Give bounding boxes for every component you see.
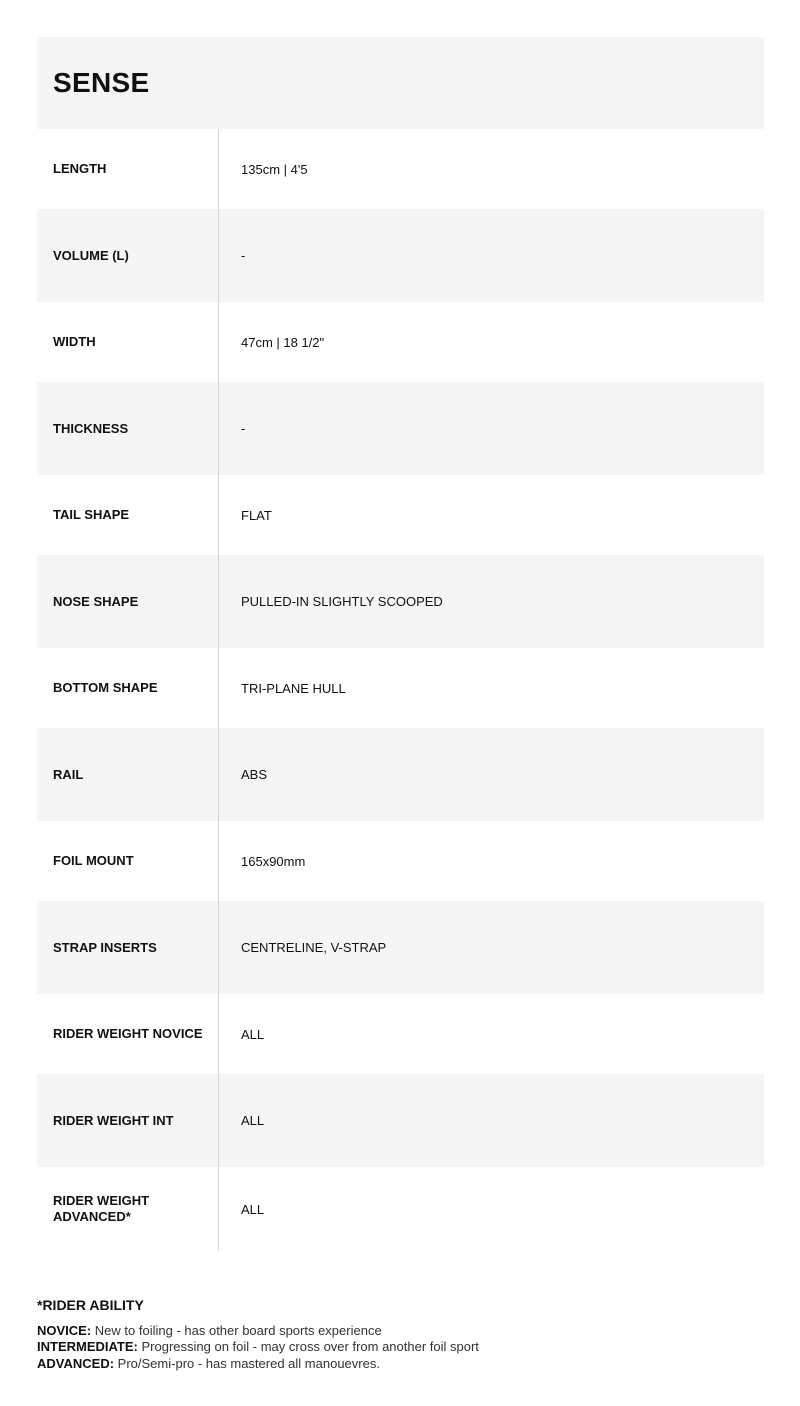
ability-term: NOVICE: (37, 1322, 92, 1338)
spec-label: RIDER WEIGHT INT (53, 1112, 174, 1128)
spec-label: STRAP INSERTS (53, 939, 157, 955)
spec-value: PULLED-IN SLIGHTLY SCOOPED (241, 594, 443, 609)
spec-label: BOTTOM SHAPE (53, 680, 158, 695)
spec-value: 47cm | 18 1/2" (241, 334, 325, 350)
ability-term: ADVANCED: (37, 1355, 115, 1371)
spec-value: ALL (241, 1026, 265, 1042)
spec-value: ALL (241, 1201, 265, 1217)
spec-table (37, 37, 764, 1251)
spec-label: FOIL MOUNT (53, 853, 134, 868)
rider-ability-note (37, 1297, 479, 1372)
spec-value: - (241, 248, 246, 263)
spec-value: ABS (241, 767, 268, 782)
spec-value: FLAT (241, 507, 272, 523)
spec-row (37, 901, 764, 994)
footnote-title: *RIDER ABILITY (37, 1297, 144, 1313)
spec-row (37, 475, 764, 555)
spec-value: 135cm | 4'5 (241, 161, 308, 177)
spec-rows (37, 129, 764, 1251)
spec-value: - (241, 421, 246, 436)
spec-row (37, 382, 764, 475)
spec-value: 165x90mm (241, 853, 306, 869)
spec-label: RIDER WEIGHT ADVANCED* (53, 1193, 150, 1224)
spec-label: LENGTH (53, 161, 107, 176)
ability-term: INTERMEDIATE: (37, 1339, 138, 1354)
spec-row (37, 1167, 764, 1251)
spec-row (37, 209, 764, 302)
spec-label: THICKNESS (53, 420, 129, 436)
spec-value: TRI-PLANE HULL (241, 680, 346, 696)
spec-value: ALL (241, 1113, 265, 1128)
spec-label: NOSE SHAPE (53, 593, 139, 609)
spec-row (37, 555, 764, 648)
spec-label: VOLUME (L) (53, 247, 129, 263)
footnote-line (37, 1323, 479, 1340)
spec-label: RAIL (53, 766, 84, 782)
spec-label: WIDTH (53, 334, 96, 349)
ability-description: New to foiling - has other board sports experience (94, 1322, 382, 1338)
footnote-line (37, 1339, 479, 1356)
ability-description: Progressing on foil - may cross over from another foil sport (141, 1339, 479, 1354)
spec-row (37, 648, 764, 728)
spec-row (37, 728, 764, 821)
spec-row (37, 129, 764, 209)
spec-row (37, 994, 764, 1074)
spec-header (37, 37, 764, 129)
spec-value: CENTRELINE, V-STRAP (241, 940, 387, 955)
spec-row (37, 302, 764, 382)
spec-label: RIDER WEIGHT NOVICE (53, 1026, 203, 1041)
spec-row (37, 821, 764, 901)
spec-row (37, 1074, 764, 1167)
product-title: SENSE (53, 67, 150, 98)
ability-description: Pro/Semi-pro - has mastered all manouevres. (117, 1355, 380, 1371)
footnote-line (37, 1356, 479, 1373)
spec-label: TAIL SHAPE (53, 507, 130, 522)
